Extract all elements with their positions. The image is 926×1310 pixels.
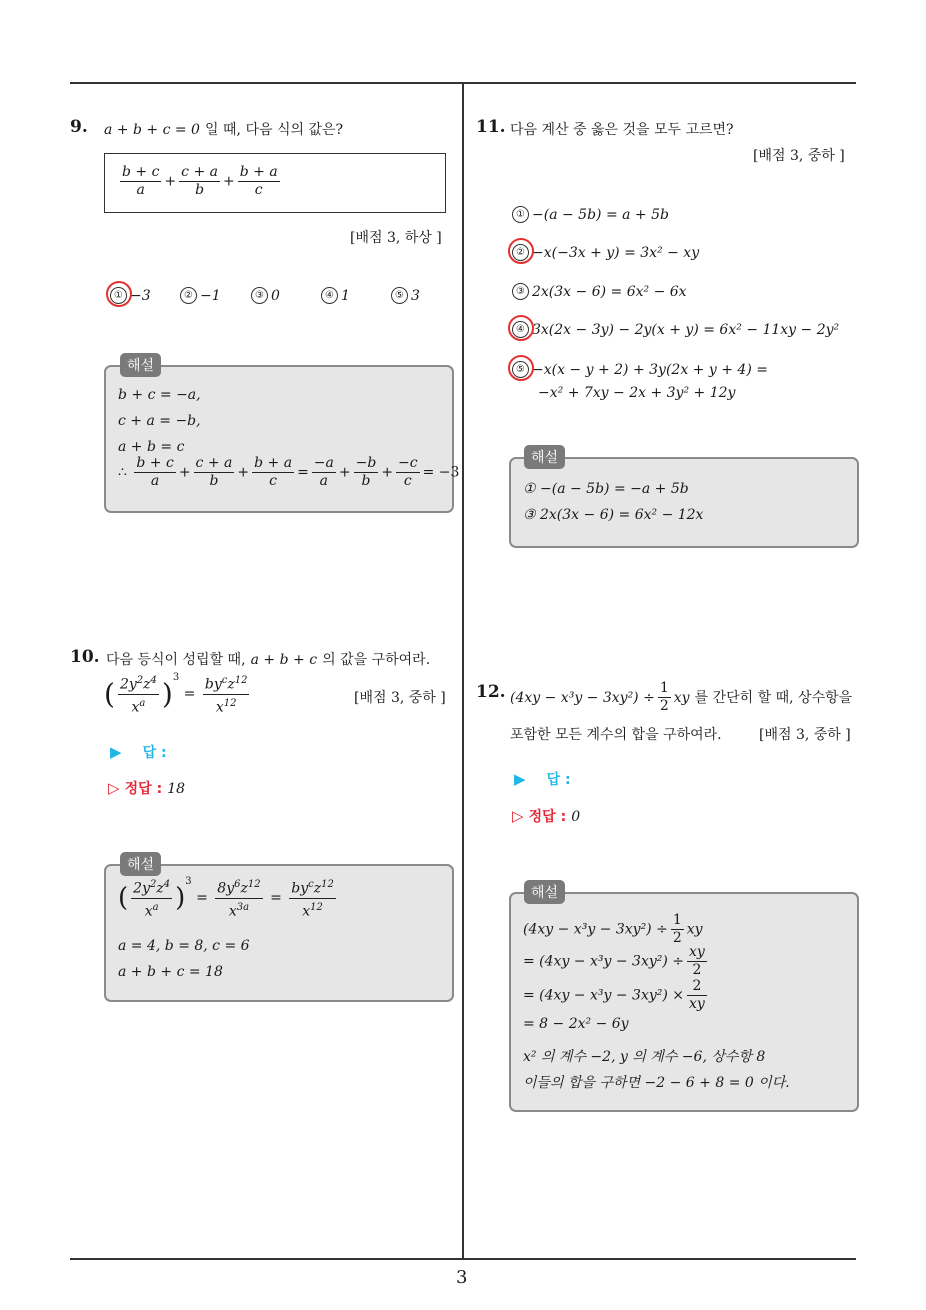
q9-text: 일 때, 다음 식의 값은? — [205, 122, 343, 138]
q11-choice-5-cont: −x² + 7xy − 2x + 3y² + 12y — [538, 385, 736, 401]
q11-choice-5[interactable]: ⑤ −x(x − y + 2) + 3y(2x + y + 4) = — [512, 359, 768, 378]
q12-answer-row[interactable] — [514, 769, 571, 789]
q9-expl-line-2: c + a = −b, — [118, 413, 201, 429]
q9-expl-line-1: b + c = −a, — [118, 387, 201, 403]
q12-explanation-box — [509, 892, 859, 1112]
q9-prompt — [104, 119, 343, 139]
outline-play-icon: ▷ — [512, 807, 524, 825]
q11-selected-mark-5 — [508, 355, 534, 381]
q10-key-label: 정답 : — [124, 781, 163, 797]
q9-choice-5[interactable]: ⑤ 3 — [391, 285, 420, 304]
q9-choices — [110, 285, 450, 305]
q12-prompt-line-1: (4xy − x³y − 3xy²) ÷ $\frac{1}{2}$ xy 를 간단히 할 때, 상수항을 — [510, 680, 853, 714]
q11-selected-mark-4 — [508, 315, 534, 341]
q12-explanation-tag: 해설 — [524, 880, 565, 904]
q10-equation: ( $\frac{2y^2z^4}{x^a}$ )$^3$ = $\frac{by^cz^{12}}{x^{12}}$ — [104, 672, 248, 716]
q10-key-row — [108, 778, 185, 798]
q11-selected-mark-2 — [508, 238, 534, 264]
q12-prompt-line-2: 포함한 모든 계수의 합을 구하여라. — [510, 727, 722, 743]
q10-explanation-tag: 해설 — [120, 852, 161, 876]
q12-answer-label: 답 : — [546, 772, 571, 788]
q9-condition: a + b + c = 0 — [104, 122, 200, 138]
q12-expl-line-5: x² 의 계수 −2, y 의 계수 −6, 상수항 8 — [523, 1049, 766, 1065]
bottom-rule — [70, 1258, 856, 1260]
q12-expl-line-1: (4xy − x³y − 3xy²) ÷ $\frac{1}{2}$ xy — [523, 912, 703, 946]
q10-expl-line-2: a = 4, b = 8, c = 6 — [118, 938, 250, 954]
q9-selected-mark — [106, 281, 132, 307]
q11-text: 다음 계산 중 옳은 것을 모두 고르면? — [510, 122, 734, 138]
q11-explanation-box — [509, 457, 859, 548]
q12-expl-line-4: = 8 − 2x² − 6y — [523, 1016, 629, 1032]
q12-key-row — [512, 806, 580, 826]
q11-expl-line-1: ① −(a − 5b) = −a + 5b — [523, 481, 689, 497]
q9-expl-line-3: a + b = c — [118, 439, 185, 455]
q9-expression-box — [104, 153, 446, 213]
q10-key-value: 18 — [167, 781, 186, 797]
q10-expl-line-3: a + b + c = 18 — [118, 964, 223, 980]
play-icon: ▶ — [514, 770, 526, 788]
play-icon: ▶ — [110, 743, 122, 761]
q11-choice-3[interactable]: ③ 2x(3x − 6) = 6x² − 6x — [512, 281, 687, 300]
q10-number: 10. — [70, 647, 100, 667]
q9-choice-1[interactable]: ① −3 — [110, 285, 151, 304]
q9-frac-3: $\frac{b + a}{c}$ — [239, 164, 278, 198]
q9-number: 9. — [70, 117, 88, 137]
q9-meta: [배점 3, 하상 ] — [350, 230, 442, 246]
q9-explanation-tag: 해설 — [120, 353, 161, 377]
q9-choice-3[interactable]: ③ 0 — [251, 285, 280, 304]
q9-choice-4[interactable]: ④ 1 — [321, 285, 350, 304]
q11-choice-4[interactable]: ④ 3x(2x − 3y) − 2y(x + y) = 6x² − 11xy − 2y² — [512, 319, 839, 338]
q11-expl-line-2: ③ 2x(3x − 6) = 6x² − 12x — [523, 507, 704, 523]
q12-expl-line-6: 이들의 합을 구하면 −2 − 6 + 8 = 0 이다. — [523, 1075, 790, 1091]
q11-meta: [배점 3, 중하 ] — [753, 148, 845, 164]
q12-expl-line-3: = (4xy − x³y − 3xy²) × $\frac{2}{xy}$ — [523, 978, 705, 1012]
outline-play-icon: ▷ — [108, 779, 120, 797]
q9-expression: $\frac{b + c}{a}$ + $\frac{c + a}{b}$ + $\frac{b + a}{c}$ — [122, 164, 278, 198]
q12-key-value: 0 — [571, 809, 581, 825]
q12-key-label: 정답 : — [528, 809, 567, 825]
q10-expl-line-1: ( $\frac{2y^2z^4}{x^a}$ )$^3$ = $\frac{8y^6z^{12}}{x^{3a}}$ = $\frac{by^cz^{12}}{x^{12}}$ — [118, 876, 334, 920]
q9-frac-1: $\frac{b + c}{a}$ — [122, 164, 160, 198]
q10-prompt: 다음 등식이 성립할 때, a + b + c 의 값을 구하여라. — [106, 652, 431, 668]
q9-choice-2[interactable]: ② −1 — [180, 285, 221, 304]
q10-answer-row[interactable] — [110, 742, 167, 762]
q10-meta: [배점 3, 중하 ] — [354, 690, 446, 706]
q10-answer-label: 답 : — [142, 745, 167, 761]
q9-expl-line-4: ∴ $\frac{b + c}{a}$ + $\frac{c + a}{b}$ + $\frac{b + a}{c}$ = $\frac{-a}{a}$ + $\frac{-b}{b}$ + $\frac{-c}{c}$ = −3 — [118, 455, 460, 489]
q11-choice-2[interactable]: ② −x(−3x + y) = 3x² − xy — [512, 242, 699, 261]
q12-meta: [배점 3, 중하 ] — [759, 727, 851, 743]
q10-explanation-box — [104, 864, 454, 1002]
page-number: 3 — [456, 1267, 468, 1288]
q9-frac-2: $\frac{c + a}{b}$ — [181, 164, 218, 198]
q11-choice-1[interactable]: ① −(a − 5b) = a + 5b — [512, 204, 669, 223]
q9-explanation-box — [104, 365, 460, 513]
q12-expl-line-2: = (4xy − x³y − 3xy²) ÷ $\frac{xy}{2}$ — [523, 944, 705, 978]
q11-number: 11. — [476, 117, 506, 137]
column-divider — [462, 84, 464, 1260]
q12-number: 12. — [476, 682, 506, 702]
q11-explanation-tag: 해설 — [524, 445, 565, 469]
